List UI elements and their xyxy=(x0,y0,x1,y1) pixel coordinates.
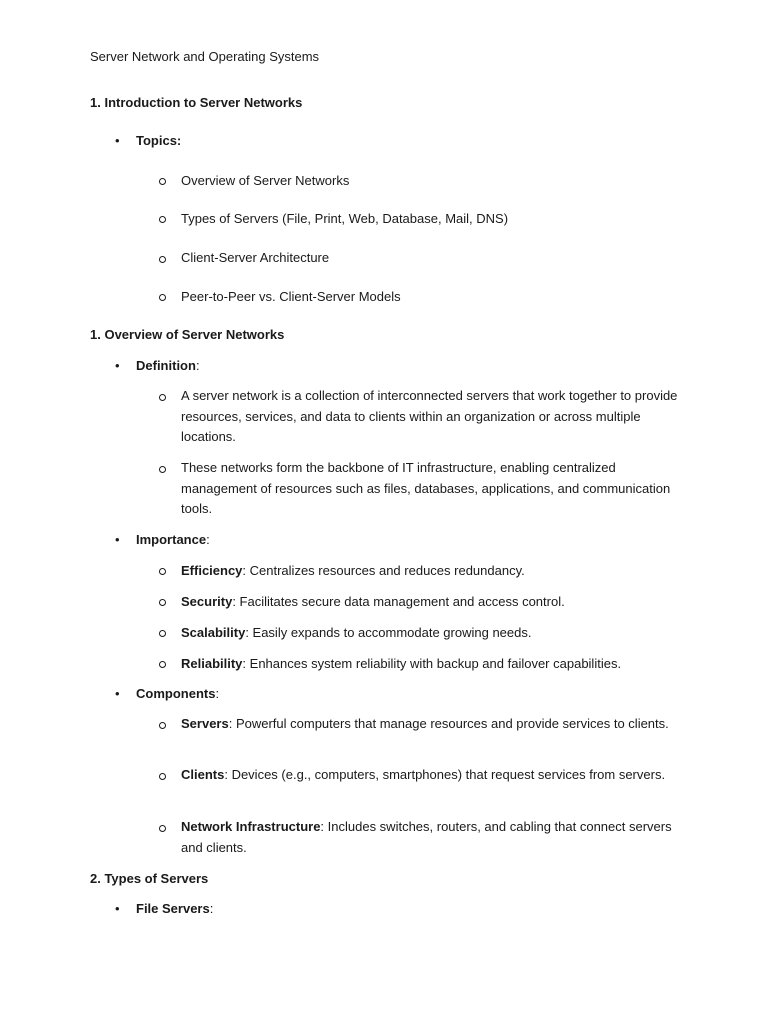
bullet-circle-icon xyxy=(159,773,166,780)
components-term: Servers xyxy=(181,716,229,731)
importance-item xyxy=(181,624,531,641)
topic-item: Peer-to-Peer vs. Client-Server Models xyxy=(181,289,401,304)
definition-item: These networks form the backbone of IT infrastructure, enabling centralized management of resources such as files, databases, applications, and communication tools. xyxy=(181,460,671,516)
colon: : xyxy=(195,358,200,373)
importance-text: : Enhances system reliability with backup and failover capabilities. xyxy=(242,656,622,671)
importance-text: : Facilitates secure data management and access control. xyxy=(232,594,565,609)
definition-heading xyxy=(136,357,200,374)
bullet-circle-icon xyxy=(159,294,166,301)
bullet-circle-icon xyxy=(159,630,166,637)
file-servers-heading xyxy=(136,900,213,917)
importance-item xyxy=(181,562,525,579)
components-heading xyxy=(136,685,219,702)
bullet-disc-icon: • xyxy=(115,532,120,547)
importance-text: : Centralizes resources and reduces redundancy. xyxy=(242,563,525,578)
definition-item: A server network is a collection of interconnected servers that work together to provide resources, services, and data to clients within an organization or across multiple locations. xyxy=(181,388,678,444)
colon: : xyxy=(209,901,214,916)
importance-term: Efficiency xyxy=(181,563,243,578)
file-servers-label: File Servers xyxy=(136,901,210,916)
topic-item: Types of Servers (File, Print, Web, Database, Mail, DNS) xyxy=(181,211,509,226)
colon: : xyxy=(206,532,210,547)
importance-label: Importance xyxy=(136,532,207,547)
document-title: Server Network and Operating Systems xyxy=(90,49,320,64)
bullet-circle-icon xyxy=(159,722,166,729)
section-heading-overview: 1. Overview of Server Networks xyxy=(90,327,285,342)
bullet-circle-icon xyxy=(159,825,166,832)
bullet-circle-icon xyxy=(159,256,166,263)
topic-item: Client-Server Architecture xyxy=(181,250,330,265)
importance-item xyxy=(181,593,565,610)
bullet-circle-icon xyxy=(159,216,166,223)
bullet-circle-icon xyxy=(159,568,166,575)
components-text: : Powerful computers that manage resources and provide services to clients. xyxy=(228,716,669,731)
importance-term: Scalability xyxy=(181,625,246,640)
components-item xyxy=(181,765,681,786)
importance-term: Reliability xyxy=(181,656,243,671)
bullet-circle-icon xyxy=(159,394,166,401)
components-item xyxy=(181,714,681,735)
bullet-circle-icon xyxy=(159,466,166,473)
importance-heading xyxy=(136,531,210,548)
bullet-circle-icon xyxy=(159,661,166,668)
definition-label: Definition xyxy=(136,358,196,373)
bullet-circle-icon xyxy=(159,178,166,185)
bullet-disc-icon: • xyxy=(115,358,120,373)
components-label: Components xyxy=(136,686,216,701)
colon: : xyxy=(215,686,220,701)
bullet-disc-icon: • xyxy=(115,686,120,701)
components-term: Clients xyxy=(181,767,225,782)
section-heading-types: 2. Types of Servers xyxy=(90,871,209,886)
importance-item xyxy=(181,655,621,672)
bullet-disc-icon: • xyxy=(115,133,120,148)
bullet-disc-icon: • xyxy=(115,901,120,916)
importance-text: : Easily expands to accommodate growing needs. xyxy=(245,625,532,640)
components-text: : Includes switches, routers, and cabling that connect servers and clients. xyxy=(181,819,672,855)
components-item xyxy=(181,817,681,858)
components-text: : Devices (e.g., computers, smartphones) that request services from servers. xyxy=(224,767,666,782)
topics-label: Topics: xyxy=(136,133,182,148)
topic-item: Overview of Server Networks xyxy=(181,173,350,188)
importance-term: Security xyxy=(181,594,233,609)
components-term: Network Infrastructure xyxy=(181,819,321,834)
bullet-circle-icon xyxy=(159,599,166,606)
section-heading-introduction: 1. Introduction to Server Networks xyxy=(90,95,303,110)
